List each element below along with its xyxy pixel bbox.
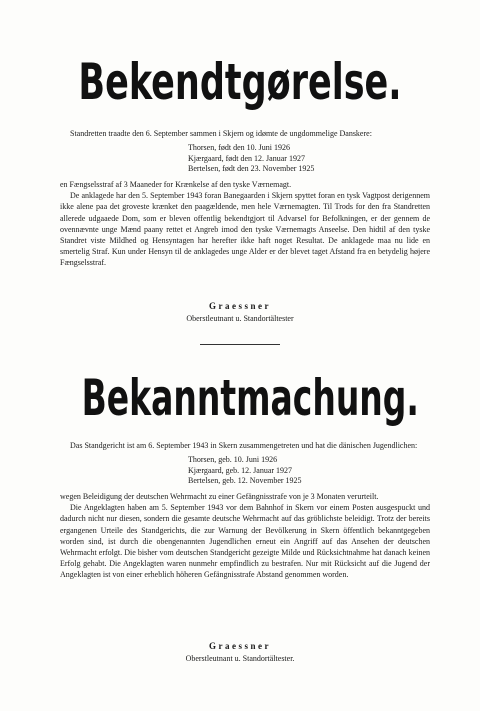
- german-name-1: Thorsen, geb. 10. Juni 1926: [188, 455, 278, 465]
- danish-signature: [0, 300, 480, 324]
- german-signature: [0, 640, 480, 664]
- danish-intro: Standretten traadte den 6. September sammen i Skjern og idømte de ungdommelige Danskere:: [70, 129, 372, 138]
- danish-names-list: [188, 143, 430, 175]
- danish-signature-rank: Oberstleutnant u. Standortältester: [186, 314, 294, 323]
- german-paragraph: Die Angeklagten haben am 5. September 1943 vor dem Bahnhof in Skern vor einem Posten ausgespuckt und dadurch nicht nur diesen, sondern die gesamte deutsche Wehrmacht auf das gröblichste beleidigt. Trotz der bereits ergangenen Urteile des Standgerichts, die zur Warnung der Bevölkerung in Skern öffentlich bekanntgegeben worden sind, ist durch die obengenannten Jugendlichen erneut ein Angriff auf das Ansehen der deutschen Wehrmacht erfolgt. Die bisher vom deutschen Standgericht gezeigte Milde und Rücksichtnahme hat danach keinen Erfolg gehabt. Die Angeklagten waren nunmehr empfindlich zu bestrafen. Nur mit Rücksicht auf die Jugend der Angeklagten ist von einer erheblich höheren Gefängnisstrafe Abstand genommen worden.: [60, 503, 430, 580]
- danish-sentence: en Fængselsstraf af 3 Maaneder for Krænkelse af den tyske Værnemagt.: [60, 179, 292, 189]
- german-signature-name: Graessner: [209, 641, 271, 651]
- german-body-block: [60, 440, 430, 581]
- danish-title: Bekendtgørelse.: [78, 53, 402, 111]
- danish-paragraph: De anklagede har den 5. September 1943 foran Banegaarden i Skjern spyttet foran en tysk Vagtpost derigennem ikke alene paa det groveste krænket den paagældende, men hele Værnemagten. Til Trods for den fra Standretten allerede udgaaede Dom, som er bleven offentlig bekendtgjort til Advarsel for Befolkningen, er der gennem de ovennævnte unge Mænd paany rettet et Angreb imod den tyske Værnemagts Anseelse. Den hidtil af den tyske Standret viste Mildhed og Hensyntagen har herefter ikke haft noget Resultat. De anklagede maa nu lide en smertelig Straf. Kun under Hensyn til de anklagedes unge Alder er der blevet taget Afstand fra en betydelig højere Fængselsstraf.: [60, 191, 430, 268]
- german-intro: Das Standgericht ist am 6. September 1943 in Skern zusammengetreten und hat die dänischen Jugendlichen:: [70, 441, 418, 450]
- german-sentence: wegen Beleidigung der deutschen Wehrmacht zu einer Gefängnisstrafe von je 3 Monaten verurteilt.: [60, 491, 379, 501]
- danish-name-3: Bertelsen, født den 23. November 1925: [188, 164, 315, 174]
- german-name-3: Bertelsen, geb. 12. November 1925: [188, 476, 302, 486]
- german-signature-rank: Oberstleutnant u. Standortältester.: [185, 654, 295, 663]
- danish-name-1: Thorsen, født den 10. Juni 1926: [188, 143, 290, 153]
- german-title: Bekanntmachung.: [81, 369, 419, 427]
- danish-body-block: [60, 128, 430, 269]
- danish-signature-name: Graessner: [209, 301, 271, 311]
- danish-name-2: Kjærgaard, født den 12. Januar 1927: [188, 153, 305, 163]
- german-names-list: [188, 455, 430, 487]
- german-name-2: Kjærgaard, geb. 12. Januar 1927: [188, 465, 293, 475]
- section-divider: [200, 344, 280, 345]
